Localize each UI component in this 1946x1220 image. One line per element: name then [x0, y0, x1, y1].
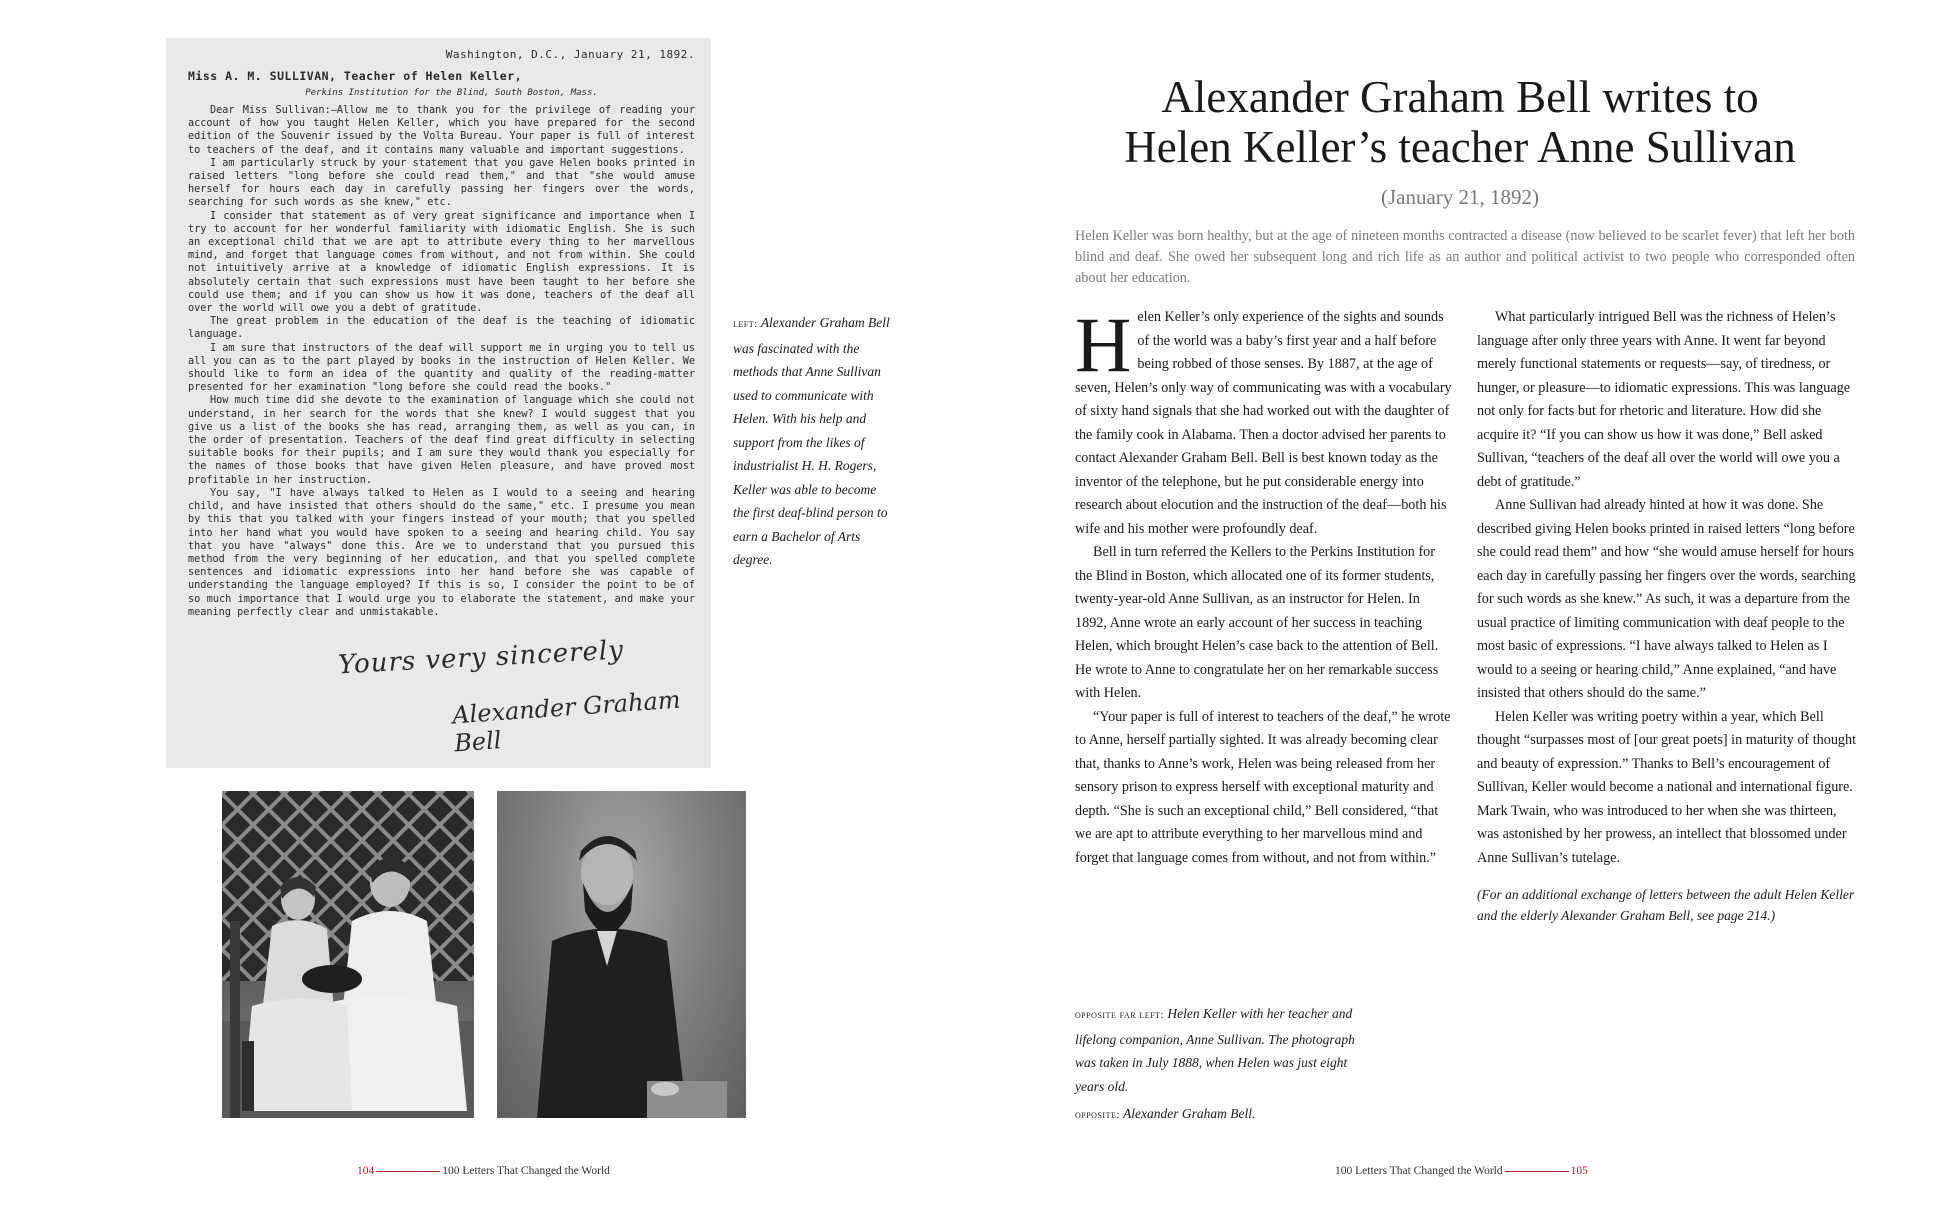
letter-paragraph: I am particularly struck by your statement that you gave Helen books printed in raised letters "long before she could read them," and that "she would amuse herself for hours each day in carefully passing her fingers over the words, searching for such words as she knew," etc. [188, 157, 695, 209]
letter-paragraph: How much time did she devote to the examination of language which she could not understand, in her search for the words that she knew? I would suggest that you give us a list of the books she has read, arranging them, as well as you can, in the order of presentation. Teachers of the deaf find great difficulty in selecting suitable books for their pupils; and I am sure they would thank you especially for the names of those books that have given Helen pleasure, and have proved most profitable in her instruction. [188, 395, 695, 486]
letter-closing: Yours very sincerely [337, 635, 625, 681]
body-paragraph [1075, 301, 1455, 541]
caption-label: opposite far left: [1075, 1009, 1164, 1021]
folio-title: 100 Letters That Changed the World [1335, 1165, 1503, 1177]
photo-keller-sullivan [222, 791, 474, 1118]
photo-bell [497, 791, 746, 1118]
caption-text: Alexander Graham Bell was fascinated with the methods that Anne Sullivan used to communicate with Helen. With his help and support from the likes of industrialist H. H. Rogers, Keller was able to become the first deaf-blind person to earn a Bachelor of Arts degree. [733, 315, 890, 567]
body-column-2 [1477, 306, 1857, 926]
folio-rule [376, 1171, 440, 1172]
folio-left [357, 1165, 610, 1177]
caption-left [733, 311, 893, 572]
page-number: 104 [357, 1165, 375, 1177]
caption-text: Helen Keller with her teacher and lifelong companion, Anne Sullivan. The photograph was taken in July 1888, when Helen was just eight years old. [1075, 1006, 1355, 1094]
letter-paragraph: Dear Miss Sullivan:—Allow me to thank you for the privilege of reading your account of how you taught Helen Keller, which you have prepared for the second edition of the Souvenir issued by the Volta Bureau. Your paper is full of interest to teachers of the deaf, and it contains many valuable and important suggestions. [188, 105, 695, 156]
letter-paragraph: I am sure that instructors of the deaf will support me in urging you to tell us all you can as to the part played by books in the instruction of Helen Keller. We should like to form an idea of the quantity and quality of the reading-matter presented for her examination "long before she could read the books." [188, 342, 695, 394]
page-subtitle: (January 21, 1892) [1380, 185, 1540, 209]
letter-paragraph: You say, "I have always talked to Helen as I would to a seeing and hearing child, and have insisted that others should do the same," etc. I presume you mean by this that you talked with your fingers instead of your mouth; that you spelled into her hand what you would have spoken to a seeing and hearing child. You say that you have "always" done this. Are we to understand that you pursued this method from the very beginning of her education, and that you spelled complete sentences and idiomatic expressions into her hand before she was capable of understanding the language employed? If this is so, I consider the point to be of so much importance that I would urge you to elaborate the statement, and make your meaning perfectly clear and unmistakable. [188, 487, 695, 618]
title-line-1: Alexander Graham Bell writes to [1161, 72, 1759, 122]
folio-rule [1505, 1171, 1569, 1172]
page-number: 105 [1570, 1165, 1588, 1177]
body-text: elen Keller’s only experience of the sights and sounds of the world was a baby’s first year and a half before being robbed of those senses. By 1887, at the age of seven, Helen’s only way of communicating was with a vocabulary of sixty hand signals that she had worked out with the daughter of the family cook in Alabama. Then a doctor advised her parents to contact Alexander Graham Bell. Bell is best known today as the inventor of the telephone, but he put considerable energy into research about elocution and the instruction of the deaf—both his wife and his mother were profoundly deaf. [1075, 309, 1452, 537]
page-title [1060, 72, 1860, 172]
caption-label: left: [733, 318, 758, 330]
body-paragraph: Helen Keller was writing poetry within a year, which Bell thought “surpasses most of [our great poets] in maturity of thought and beauty of expression.” Thanks to Bell’s encouragement of Sullivan, Keller would become a national and international figure. Mark Twain, who was introduced to her when she was thirteen, was astonished by her prowess, an intellect that blossomed under Anne Sullivan’s tutelage. [1477, 708, 1857, 866]
caption-label: opposite: [1075, 1109, 1120, 1121]
letter-facsimile [166, 38, 711, 768]
letter-paragraph: I consider that statement as of very great significance and importance when I try to account for her wonderful familiarity with idiomatic English. She is such an exceptional child that we are apt to attribute every thing to her marvellous mind, and forget that language comes from without, and not from within. She could not intuitively arrive at a knowledge of idiomatic English expressions. It is absolutely certain that such expressions must have been taught to her before she could use them; and if you can show us how it was done, teachers of the deaf all over the world will owe you a debt of gratitude. [188, 210, 695, 315]
letter-dateline: Washington, D.C., January 21, 1892. [445, 48, 695, 61]
body-paragraph: Anne Sullivan had already hinted at how it was done. She described giving Helen books printed in raised letters “long before she could read them” and how “she would amuse herself for hours each day in carefully passing her fingers over the words, searching for such words as she knew.” As such, it was a departure from the usual practice of limiting communication with deaf people to the most basic of expressions. “I have always talked to Helen as I would to a seeing or hearing child,” Anne explained, “and have insisted that others should do the same.” [1477, 497, 1856, 701]
photo-bell-image [497, 791, 746, 1118]
folio-right [1335, 1165, 1588, 1177]
intro-paragraph: Helen Keller was born healthy, but at the age of nineteen months contracted a disease (now believed to be scarlet fever) that left her both blind and deaf. She owed her subsequent long and rich life as an author and political activist to two people who corresponded often about her education. [1075, 228, 1855, 286]
drop-cap: H [1075, 301, 1132, 388]
body-paragraph: What particularly intrigued Bell was the richness of Helen’s language after only three years with Anne. It went far beyond merely functional statements or requests—say, of tiredness, or hunger, or pleasure—to idiomatic expressions. This was language not only for facts but for rhetoric and literature. How did she acquire it? “If you can show us how it was done,” Bell asked Sullivan, “teachers of the deaf all over the world will owe you a debt of gratitude.” [1477, 309, 1851, 490]
letter-signature: Alexander Graham Bell [451, 685, 682, 758]
body-paragraph: Bell in turn referred the Kellers to the Perkins Institution for the Blind in Boston, which allocated one of its former students, twenty-year-old Anne Sullivan, as an instructor for Helen. In 1892, Anne wrote an early account of her success in teaching Helen, which brought Helen’s case back to the attention of Bell. He wrote to Anne to congratulate her on her remarkable success with Helen. [1075, 544, 1439, 701]
folio-title: 100 Letters That Changed the World [442, 1165, 610, 1177]
caption-opposite [1075, 1002, 1375, 1128]
photo-keller-sullivan-image [222, 791, 474, 1118]
body-column-1 [1075, 301, 1455, 870]
body-paragraph: “Your paper is full of interest to teachers of the deaf,” he wrote to Anne, herself partially sighted. It was already becoming clear that, thanks to Anne’s work, Helen was being released from her sensory prison to express herself with exceptional maturity and depth. “She is such an exceptional child,” Bell considered, “that we are apt to attribute everything to her marvellous mind and forget that language comes from without, and not from within.” [1075, 708, 1451, 866]
title-line-2: Helen Keller’s teacher Anne Sullivan [1124, 122, 1796, 172]
letter-institution: Perkins Institution for the Blind, South Boston, Mass. [305, 88, 598, 98]
cross-reference-note: (For an additional exchange of letters between the adult Helen Keller and the elderly Alexander Graham Bell, see page 214.) [1477, 887, 1855, 923]
letter-paragraph: The great problem in the education of the deaf is the teaching of idiomatic language. [188, 316, 695, 341]
letter-addressee: Miss A. M. SULLIVAN, Teacher of Helen Keller, [188, 69, 523, 83]
caption-text: Alexander Graham Bell. [1123, 1106, 1256, 1121]
caption-item [1075, 1002, 1375, 1098]
caption-item [1075, 1102, 1375, 1128]
